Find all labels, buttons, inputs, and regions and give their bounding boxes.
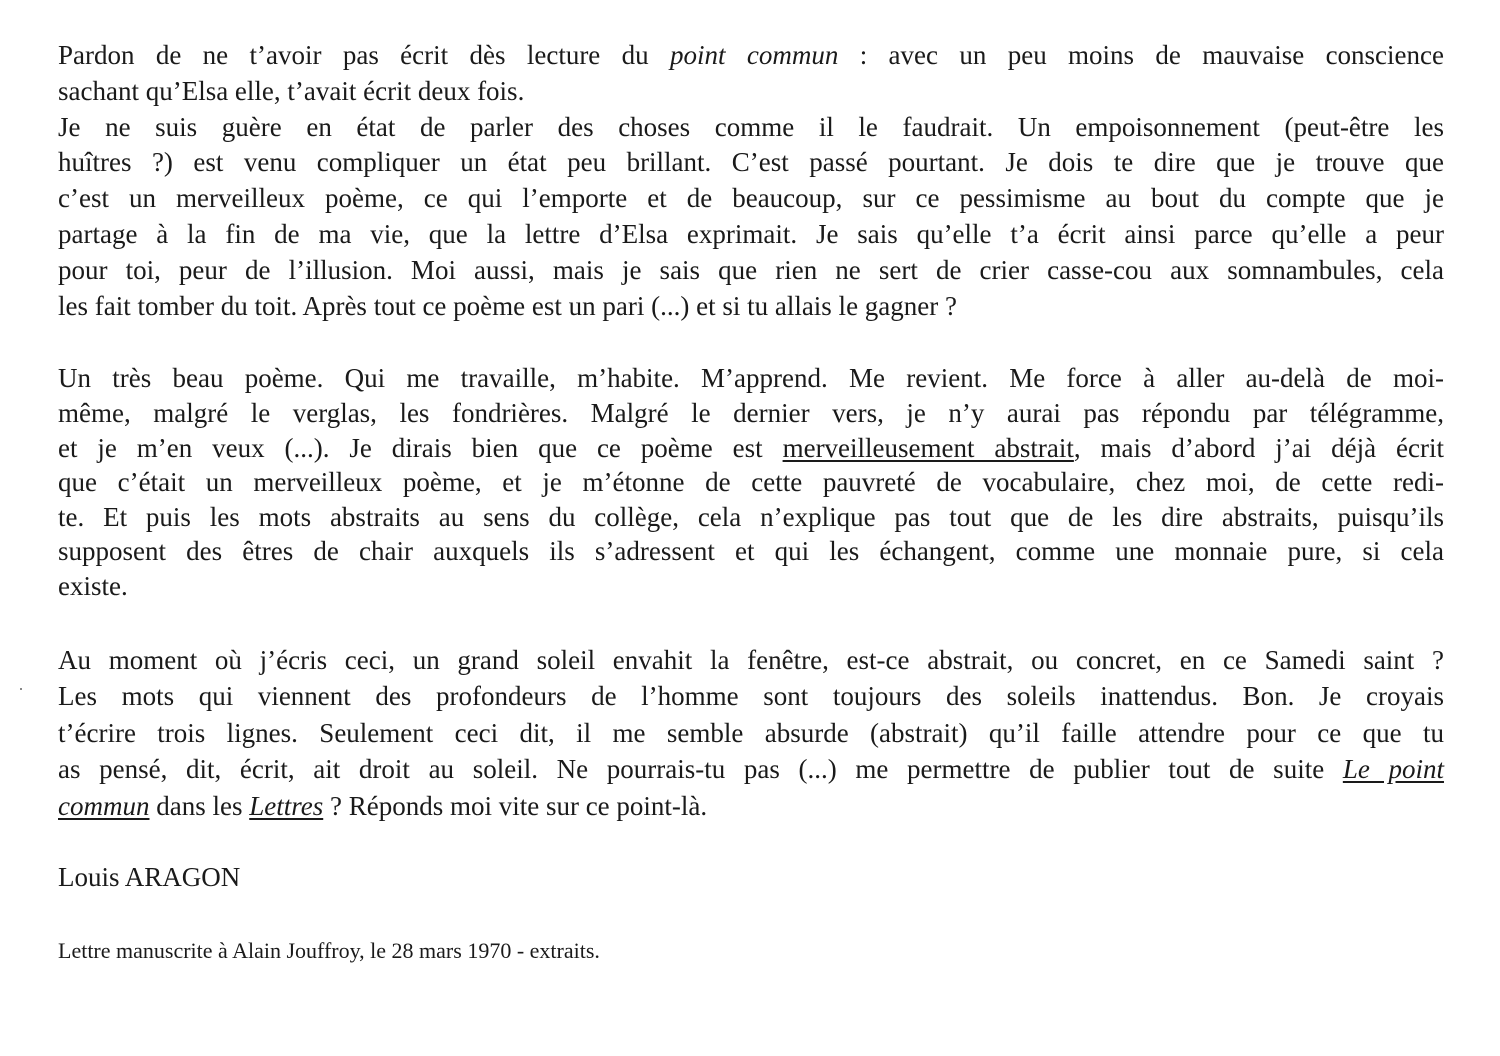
text-line: Un très beau poème. Qui me travaille, m’habite. M’apprend. Me revient. Me force à aller au-delà de moi- [58,363,1444,394]
italic-title: point commun [670,40,839,70]
text-run: , mais d’abord j’ai déjà écrit [1073,432,1444,463]
underlined-phrase: merveilleusement abstrait [782,432,1074,463]
text-line: t’écrire trois lignes. Seulement ceci dit, il me semble absurde (abstrait) qu’il faille attendre pour ce que tu [58,717,1444,748]
text-line [58,788,1444,825]
letter-page [58,38,1444,969]
text-line: Les mots qui viennent des profondeurs de l’homme sont toujours des soleils inattendus. Bon. Je croyais [58,681,1444,712]
text-line [58,431,1444,466]
text-line: sachant qu’Elsa elle, t’avait écrit deux fois. [58,75,525,106]
text-run: ? Réponds moi vite sur ce point-là. [323,790,708,821]
text-run: as pensé, dit, écrit, ait droit au soleil. Ne pourrais-tu pas (...) me permettre de publier tout de suite [58,754,1343,785]
underlined-title: Le point [1342,754,1444,785]
source-note: Lettre manuscrite à Alain Jouffroy, le 28 mars 1970 - extraits. [58,937,600,963]
text-run: dans les [149,790,250,821]
text-line: que c’était un merveilleux poème, et je m’étonne de cette pauvreté de vocabulaire, chez moi, de cette redi- [58,467,1444,498]
text-line: même, malgré le verglas, les fondrières. Malgré le dernier vers, je n’y aurai pas répondu par télégramme, [58,397,1444,428]
text-line: partage à la fin de ma vie, que la lettre d’Elsa exprimait. Je sais qu’elle t’a écrit ainsi parce qu’elle a peur [58,218,1444,249]
text-line: Je ne suis guère en état de parler des choses comme il le faudrait. Un empoisonnement (peut-être les [58,111,1444,142]
underlined-title: commun [58,790,150,821]
text-run: : avec un peu moins de mauvaise conscience [838,40,1444,70]
text-line: c’est un merveilleux poème, ce qui l’emporte et de beaucoup, sur ce pessimisme au bout du compte que je [58,183,1444,214]
text-line: existe. [58,570,128,601]
signature: Louis ARAGON [58,861,241,892]
text-line [58,751,1444,788]
paragraph-2 [58,361,1444,603]
paragraph-1 [58,38,1444,324]
paragraph-3 [58,642,1444,825]
text-run: Pardon de ne t’avoir pas écrit dès lecture du [58,40,670,70]
underlined-journal-title: Lettres [249,790,324,821]
text-run: et je m’en veux (...). Je dirais bien que ce poème est [58,432,783,463]
text-line: supposent des êtres de chair auxquels ils s’adressent et qui les échangent, comme une monnaie pure, si cela [58,536,1444,567]
text-line: te. Et puis les mots abstraits au sens du collège, cela n’explique pas tout que de les dire abstraits, puisqu’ils [58,501,1444,532]
text-line: Au moment où j’écris ceci, un grand soleil envahit la fenêtre, est-ce abstrait, ou concret, en ce Samedi saint ? [58,644,1444,675]
scan-speck [20,688,22,690]
text-line: huîtres ?) est venu compliquer un état peu brillant. C’est passé pourtant. Je dois te dire que je trouve que [58,147,1444,178]
text-line: les fait tomber du toit. Après tout ce poème est un pari (...) et si tu allais le gagner ? [58,290,957,321]
text-line [58,38,1444,74]
text-line: pour toi, peur de l’illusion. Moi aussi, mais je sais que rien ne sert de crier casse-cou aux somnambules, cela [58,254,1444,285]
